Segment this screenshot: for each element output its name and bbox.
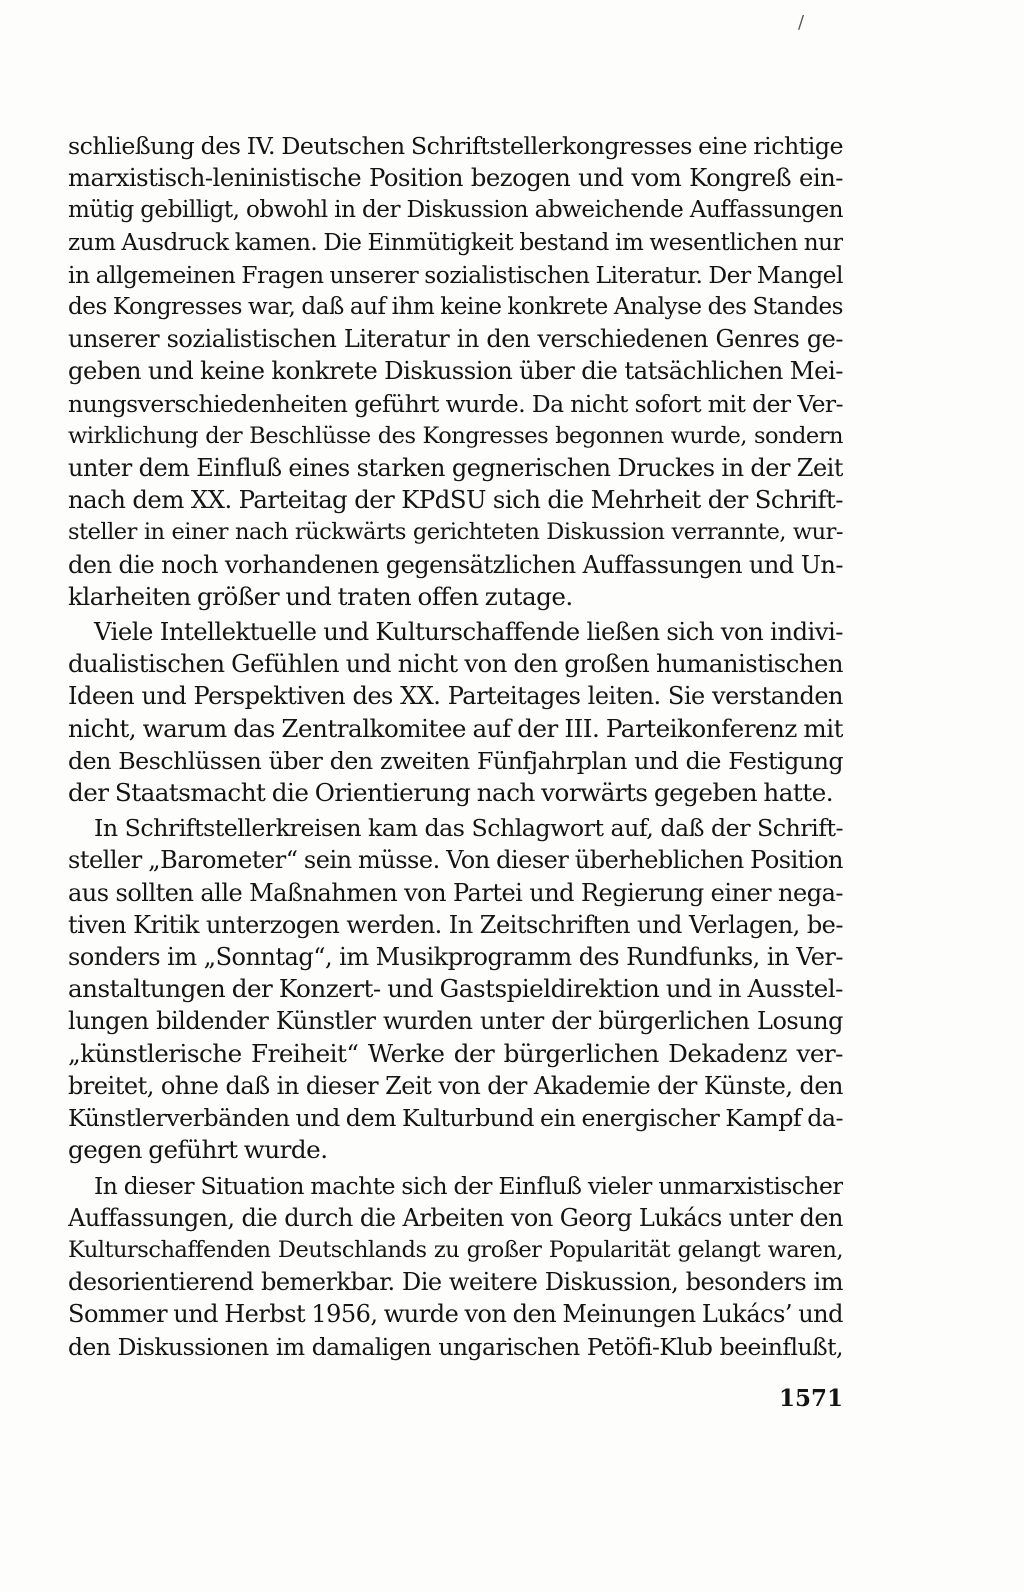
text-line: aus sollten alle Maßnahmen von Partei und Regierung einer nega- xyxy=(68,878,843,907)
text-line: den Beschlüssen über den zweiten Fünfjahrplan und die Festigung xyxy=(68,746,843,775)
text-line: schließung des IV. Deutschen Schriftstellerkongresses eine richtige xyxy=(68,132,843,160)
scan-mark: / xyxy=(798,12,805,33)
text-line: des Kongresses war, daß auf ihm keine konkrete Analyse des Standes xyxy=(68,294,843,321)
text-line: dualistischen Gefühlen und nicht von den großen humanistischen xyxy=(68,649,843,679)
text-line: Viele Intellektuelle und Kulturschaffende ließen sich von indivi- xyxy=(94,617,843,647)
text-line: breitet, ohne daß in dieser Zeit von der Akademie der Künste, den xyxy=(68,1071,843,1100)
text-line: den Diskussionen im damaligen ungarischen Petöfi-Klub beeinflußt, xyxy=(68,1332,843,1361)
text-line: wirklichung der Beschlüsse des Kongresses begonnen wurde, sondern xyxy=(68,422,843,449)
text-line: Kulturschaffenden Deutschlands zu großer Popularität gelangt waren, xyxy=(68,1236,843,1263)
text-line: klarheiten größer und traten offen zutage. xyxy=(68,581,573,611)
text-line: nungsverschiedenheiten geführt wurde. Da nicht sofort mit der Ver- xyxy=(68,389,843,418)
text-line: in allgemeinen Fragen unserer sozialistischen Literatur. Der Mangel xyxy=(68,260,843,289)
text-line: lungen bildender Künstler wurden unter der bürgerlichen Losung xyxy=(68,1007,843,1036)
text-line: gegen geführt wurde. xyxy=(68,1135,328,1165)
text-line: tiven Kritik unterzogen werden. In Zeitschriften und Verlagen, be- xyxy=(68,910,843,939)
text-line: unserer sozialistischen Literatur in den verschiedenen Genres ge- xyxy=(68,325,843,354)
text-line: geben und keine konkrete Diskussion über die tatsächlichen Mei- xyxy=(68,356,843,386)
text-line: Sommer und Herbst 1956, wurde von den Meinungen Lukács’ und xyxy=(68,1300,843,1329)
text-line: nicht, warum das Zentralkomitee auf der III. Parteikonferenz mit xyxy=(68,713,843,743)
text-line: In dieser Situation machte sich der Einfluß vieler unmarxistischer xyxy=(94,1171,843,1200)
text-line: nach dem XX. Parteitag der KPdSU sich die Mehrheit der Schrift- xyxy=(68,485,843,515)
text-line: marxistisch-leninistische Position bezogen und vom Kongreß ein- xyxy=(68,163,843,193)
text-line: zum Ausdruck kamen. Die Einmütigkeit bestand im wesentlichen nur xyxy=(68,229,843,256)
text-line: desorientierend bemerkbar. Die weitere Diskussion, besonders im xyxy=(68,1268,843,1297)
body-text xyxy=(68,130,843,1363)
page-number: 1571 xyxy=(778,1385,843,1412)
text-line: steller in einer nach rückwärts gerichteten Diskussion verrannte, wur- xyxy=(68,519,843,546)
text-line: Auffassungen, die durch die Arbeiten von Georg Lukács unter den xyxy=(68,1203,843,1232)
text-line: Künstlerverbänden und dem Kulturbund ein energischer Kampf da- xyxy=(68,1104,843,1133)
text-line: sonders im „Sonntag“, im Musikprogramm des Rundfunks, in Ver- xyxy=(68,943,843,972)
text-line: In Schriftstellerkreisen kam das Schlagwort auf, daß der Schrift- xyxy=(94,814,843,843)
text-line: mütig gebilligt, obwohl in der Diskussion abweichende Auffassungen xyxy=(68,197,843,224)
text-line: der Staatsmacht die Orientierung nach vorwärts gegeben hatte. xyxy=(68,778,834,808)
text-line: unter dem Einfluß eines starken gegnerischen Druckes in der Zeit xyxy=(68,454,843,483)
text-line: Ideen und Perspektiven des XX. Parteitages leiten. Sie verstanden xyxy=(68,682,843,711)
text-line: steller „Barometer“ sein müsse. Von dieser überheblichen Position xyxy=(68,846,843,875)
text-line: „künstlerische Freiheit“ Werke der bürgerlichen Dekadenz ver- xyxy=(68,1038,843,1068)
text-line: den die noch vorhandenen gegensätzlichen Auffassungen und Un- xyxy=(68,550,843,579)
text-line: anstaltungen der Konzert- und Gastspieldirektion und in Ausstel- xyxy=(68,974,843,1004)
